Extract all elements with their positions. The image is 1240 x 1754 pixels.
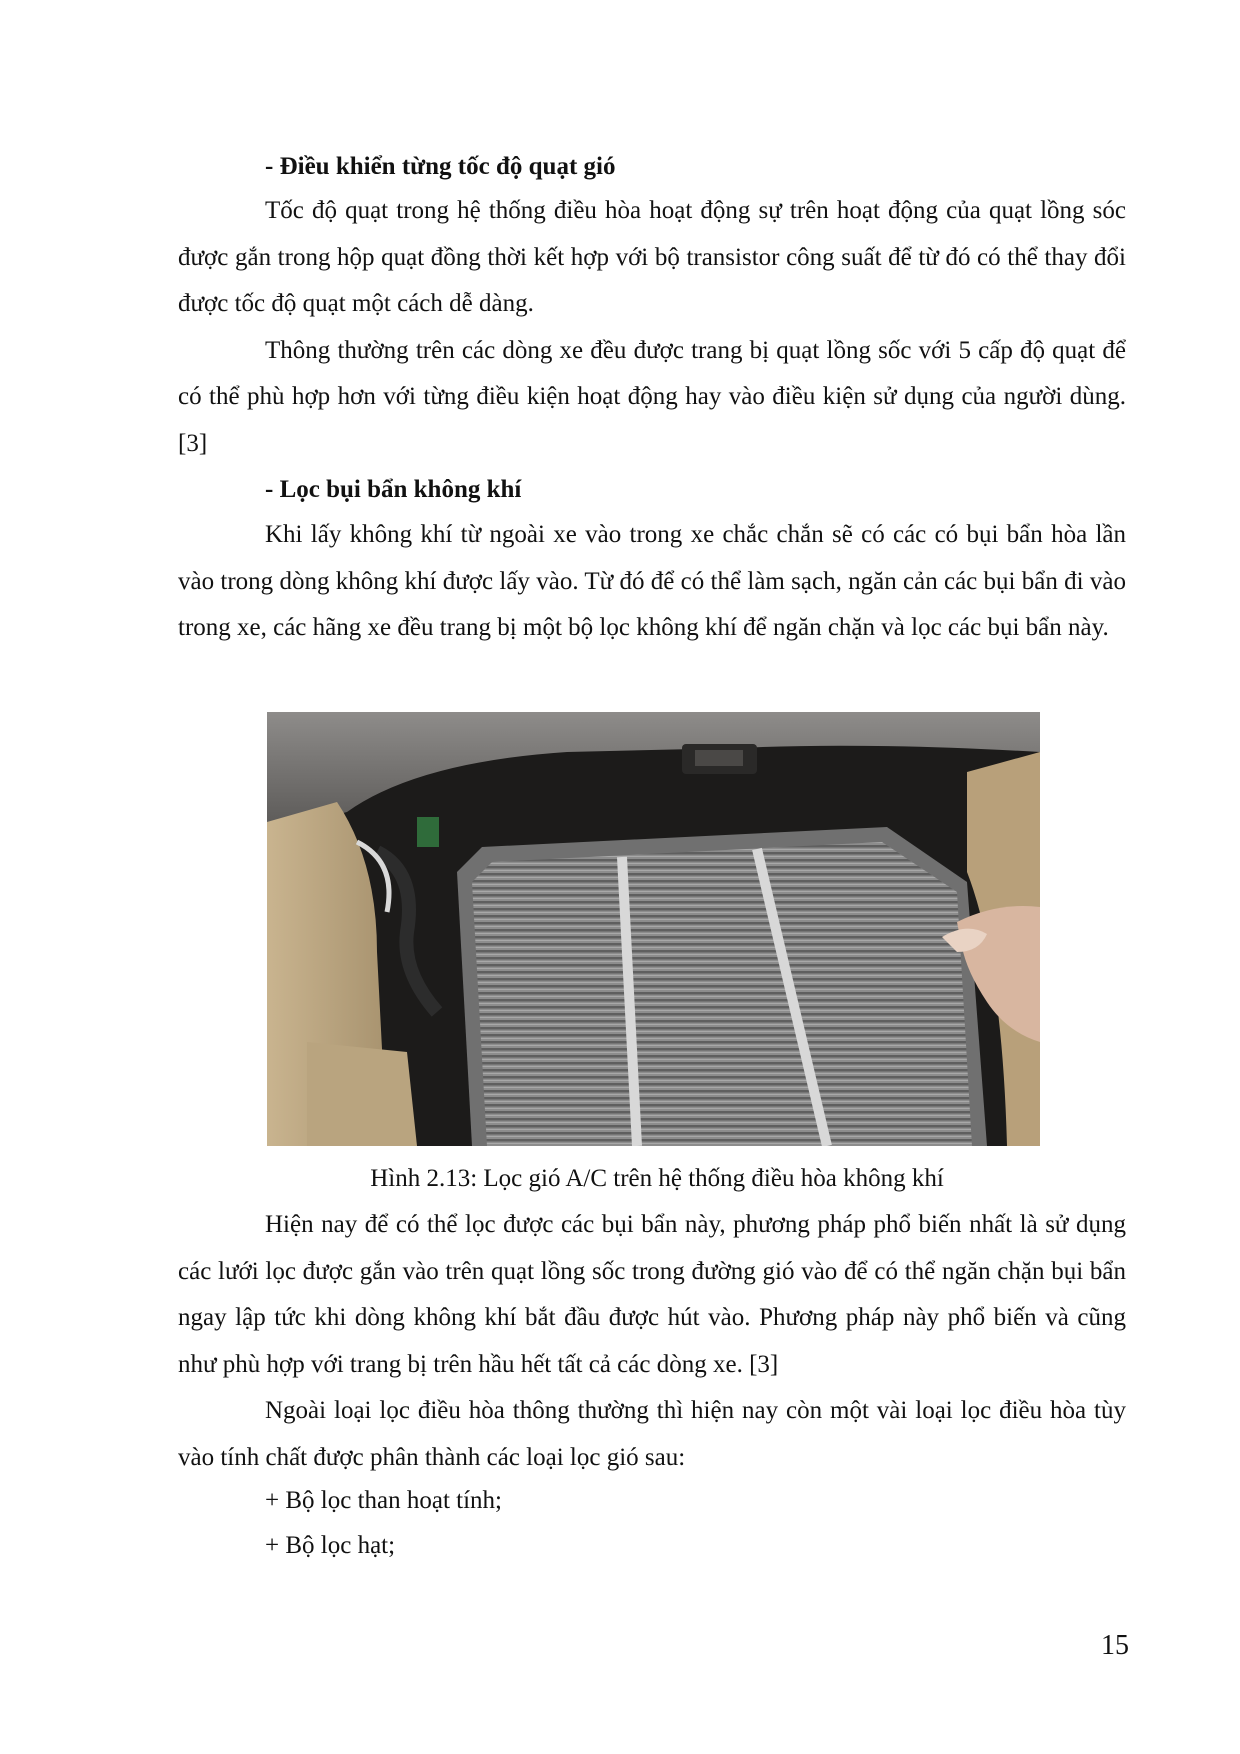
page-number: 15 — [1101, 1630, 1129, 1661]
section-filter-methods-body — [178, 1202, 1126, 1481]
figure-caption: Hình 2.13: Lọc gió A/C trên hệ thống điều hòa không khí — [370, 1165, 944, 1192]
paragraph: Hiện nay để có thể lọc được các bụi bẩn này, phương pháp phổ biến nhất là sử dụng các lưới lọc được gắn vào trên quạt lồng sốc trong đường gió vào để có thể ngăn chặn bụi bẩn ngay lập tức khi dòng không khí bắt đầu được hút vào. Phương pháp này phổ biến và cũng như phù hợp với trang bị trên hầu hết tất cả các dòng xe. [3] — [178, 1211, 1126, 1378]
paragraph: Khi lấy không khí từ ngoài xe vào trong xe chắc chắn sẽ có các có bụi bẩn hòa lần vào trong dòng không khí được lấy vào. Từ đó để có thể làm sạch, ngăn cản các bụi bẩn đi vào trong xe, các hãng xe đều trang bị một bộ lọc không khí để ngăn chặn và lọc các bụi bẩn này. — [178, 521, 1126, 641]
section-dust-filter-body — [178, 512, 1126, 652]
list-item: + Bộ lọc than hoạt tính; — [265, 1487, 502, 1514]
section-heading-dust-filter: - Lọc bụi bẩn không khí — [265, 476, 522, 503]
paragraph: Ngoài loại lọc điều hòa thông thường thì hiện nay còn một vài loại lọc điều hòa tùy vào tính chất được phân thành các loại lọc gió sau: — [178, 1397, 1126, 1471]
section-heading-fan-speed: - Điều khiển từng tốc độ quạt gió — [265, 153, 616, 180]
cabin-air-filter-photo — [267, 712, 1040, 1146]
paragraph: Tốc độ quạt trong hệ thống điều hòa hoạt động sự trên hoạt động của quạt lồng sóc được gắn trong hộp quạt đồng thời kết hợp với bộ transistor công suất để từ đó có thể thay đổi được tốc độ quạt một cách dễ dàng. — [178, 197, 1126, 317]
section-fan-speed-body — [178, 188, 1126, 467]
list-item: + Bộ lọc hạt; — [265, 1532, 396, 1559]
paragraph: Thông thường trên các dòng xe đều được trang bị quạt lồng sốc với 5 cấp độ quạt để có thể phù hợp hơn với từng điều kiện hoạt động hay vào điều kiện sử dụng của người dùng. [3] — [178, 336, 1126, 457]
